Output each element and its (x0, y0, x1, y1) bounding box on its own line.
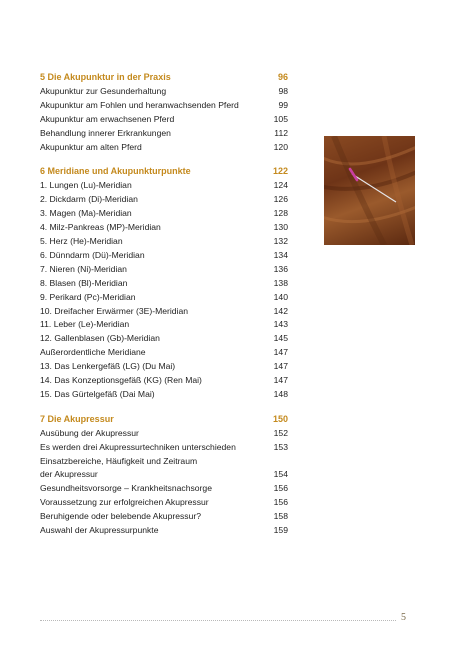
toc-entry[interactable] (40, 85, 288, 99)
toc-entry[interactable] (40, 524, 288, 538)
toc-entry-page: 105 (273, 113, 288, 124)
page-number: 5 (401, 612, 406, 623)
toc-entry[interactable] (40, 235, 288, 249)
toc-entry[interactable] (40, 374, 288, 388)
toc-entry[interactable] (40, 179, 288, 193)
toc-entry[interactable] (40, 496, 288, 510)
toc-entry[interactable] (40, 221, 288, 235)
toc-entry-label: Auswahl der Akupressurpunkte (40, 525, 159, 536)
toc-entry-label: 8. Blasen (Bl)-Meridian (40, 277, 128, 288)
toc-entry-label: 5. Herz (He)-Meridian (40, 235, 123, 246)
toc-entry[interactable] (40, 305, 288, 319)
toc-entry-page: 152 (273, 427, 288, 438)
toc-heading[interactable] (40, 71, 288, 85)
toc-entry-page: 145 (273, 333, 288, 344)
toc-entry-label: 4. Milz-Pankreas (MP)-Meridian (40, 222, 161, 233)
toc-entry-label: Gesundheitsvorsorge – Krankheitsnachsorge (40, 483, 212, 494)
toc-heading-page: 122 (272, 166, 288, 177)
toc-entry-page: 130 (273, 222, 288, 233)
toc-heading-label: 7 Die Akupressur (40, 413, 114, 424)
toc-entry[interactable] (40, 207, 288, 221)
toc-entry[interactable] (40, 141, 288, 155)
toc-entry[interactable] (40, 99, 288, 113)
toc-entry-page: 124 (273, 180, 288, 191)
toc-entry-label: 14. Das Konzeptionsgefäß (KG) (Ren Mai) (40, 375, 202, 386)
toc-entry-page: 128 (273, 208, 288, 219)
toc-entry-label: Akupunktur am erwachsenen Pferd (40, 113, 175, 124)
toc-entry[interactable] (40, 249, 288, 263)
toc-entry-page: 154 (273, 469, 288, 480)
toc-entry-label: 15. Das Gürtelgefäß (Dai Mai) (40, 388, 155, 399)
toc-entry[interactable] (40, 427, 288, 441)
toc-section-7 (40, 413, 288, 538)
toc-section-5 (40, 71, 288, 154)
toc-entry-page: 142 (273, 305, 288, 316)
toc-entry-page: 148 (273, 388, 288, 399)
table-of-contents (40, 71, 288, 549)
toc-entry-label: Einsatzbereiche, Häufigkeit und Zeitraum (40, 455, 198, 466)
toc-entry-label: 1. Lungen (Lu)-Meridian (40, 180, 132, 191)
toc-entry-label: Akupunktur am alten Pferd (40, 141, 142, 152)
toc-entry[interactable] (40, 510, 288, 524)
toc-entry-label: 13. Das Lenkergefäß (LG) (Du Mai) (40, 361, 176, 372)
toc-entry[interactable] (40, 468, 288, 482)
toc-heading-label: 6 Meridiane und Akupunkturpunkte (40, 166, 191, 177)
footer-rule (40, 620, 396, 621)
toc-entry-page: 126 (273, 194, 288, 205)
toc-entry-label: 2. Dickdarm (Di)-Meridian (40, 194, 138, 205)
toc-entry-label: Voraussetzung zur erfolgreichen Akupressur (40, 497, 209, 508)
toc-entry-label: Akupunktur zur Gesunderhaltung (40, 85, 167, 96)
toc-entry[interactable] (40, 113, 288, 127)
toc-entry-label: 3. Magen (Ma)-Meridian (40, 208, 132, 219)
toc-entry[interactable] (40, 193, 288, 207)
toc-entry-page: 156 (273, 497, 288, 508)
toc-entry-page: 159 (273, 525, 288, 536)
toc-entry[interactable] (40, 360, 288, 374)
toc-entry-label: 6. Dünndarm (Dü)-Meridian (40, 249, 145, 260)
toc-entry-label: Behandlung innerer Erkrankungen (40, 127, 171, 138)
toc-entry-page: 98 (278, 85, 288, 96)
toc-entry[interactable] (40, 441, 288, 455)
toc-entry-page: 140 (273, 291, 288, 302)
acupuncture-photo (324, 136, 415, 245)
toc-entry[interactable] (40, 346, 288, 360)
toc-entry[interactable] (40, 263, 288, 277)
toc-entry-page: 134 (273, 249, 288, 260)
toc-entry-page: 156 (273, 483, 288, 494)
toc-entry-page: 147 (273, 361, 288, 372)
toc-entry-page: 132 (273, 235, 288, 246)
toc-entry-label: 7. Nieren (Ni)-Meridian (40, 263, 127, 274)
toc-entry-page: 153 (273, 441, 288, 452)
toc-heading-page: 150 (272, 413, 288, 424)
toc-entry[interactable] (40, 318, 288, 332)
toc-entry-page (258, 455, 288, 469)
toc-entry[interactable] (40, 291, 288, 305)
toc-entry-page: 158 (273, 511, 288, 522)
toc-entry[interactable] (40, 455, 288, 469)
toc-entry-label: Akupunktur am Fohlen und heranwachsenden Pferd (40, 99, 239, 110)
toc-entry-label: Es werden drei Akupressurtechniken unterschieden (40, 441, 236, 452)
toc-entry-label: der Akupressur (40, 469, 98, 480)
toc-entry-page: 99 (278, 99, 288, 110)
toc-entry-page: 147 (273, 347, 288, 358)
toc-entry-label: 12. Gallenblasen (Gb)-Meridian (40, 333, 160, 344)
toc-entry[interactable] (40, 277, 288, 291)
toc-section-6 (40, 165, 288, 401)
toc-entry-page: 136 (273, 263, 288, 274)
toc-entry-label: Außerordentliche Meridiane (40, 347, 146, 358)
toc-entry-page: 143 (273, 319, 288, 330)
toc-entry-page: 138 (273, 277, 288, 288)
toc-heading[interactable] (40, 165, 288, 179)
toc-entry-label: 11. Leber (Le)-Meridian (40, 319, 130, 330)
toc-heading-page: 96 (277, 72, 288, 82)
toc-entry-page: 147 (273, 375, 288, 386)
toc-entry-page: 120 (273, 141, 288, 152)
toc-entry-label: 9. Perikard (Pc)-Meridian (40, 291, 136, 302)
toc-entry-label: 10. Dreifacher Erwärmer (3E)-Meridian (40, 305, 189, 316)
acupuncture-needle-icon (324, 136, 415, 245)
toc-entry-label: Beruhigende oder belebende Akupressur? (40, 511, 202, 522)
toc-heading-label: 5 Die Akupunktur in der Praxis (40, 72, 171, 82)
toc-entry-page: 112 (274, 127, 288, 138)
toc-entry[interactable] (40, 332, 288, 346)
toc-entry-label: Ausübung der Akupressur (40, 427, 139, 438)
toc-entry[interactable] (40, 482, 288, 496)
toc-entry[interactable] (40, 388, 288, 402)
toc-entry[interactable] (40, 127, 288, 141)
toc-heading[interactable] (40, 413, 288, 427)
